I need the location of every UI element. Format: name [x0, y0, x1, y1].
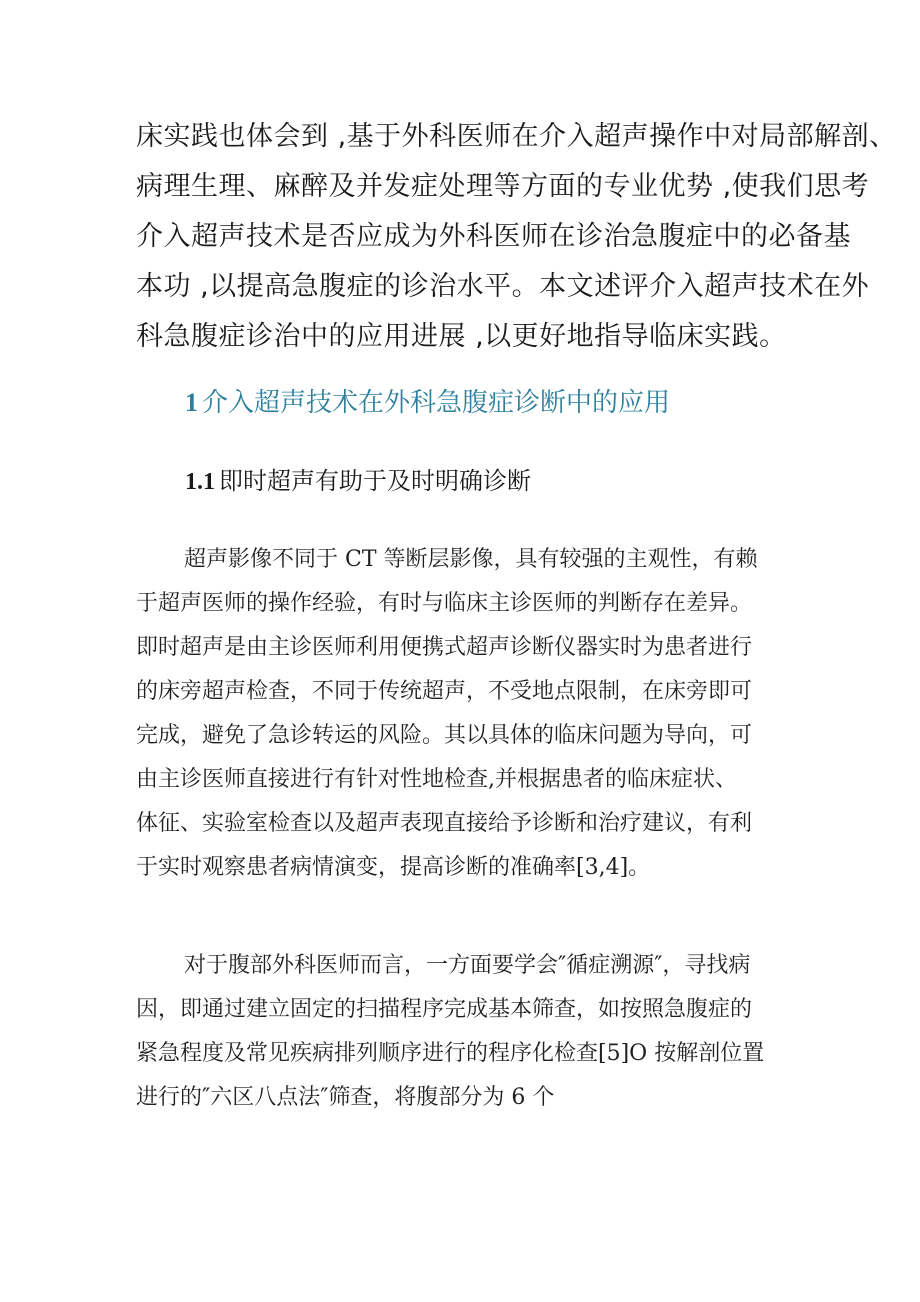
- text-line: 完成，避免了急诊转运的风险。其以具体的临床问题为导向，可: [136, 723, 753, 748]
- text-line: 超声影像不同于 CT 等断层影像，具有较强的主观性，有赖: [184, 547, 758, 572]
- subsection-number: 1.1: [185, 469, 215, 495]
- text-line: 于实时观察患者病情演变，提高诊断的准确率[3,4]。: [136, 855, 651, 880]
- section-title: 介入超声技术在外科急腹症诊断中的应用: [202, 388, 671, 418]
- text-line: 的床旁超声检查，不同于传统超声，不受地点限制，在床旁即可: [136, 679, 753, 704]
- text-line: 对于腹部外科医师而言，一方面要学会″循症溯源″，寻找病: [184, 953, 751, 978]
- text-line: 本功 ,以提高急腹症的诊治水平。本文述评介入超声技术在外: [136, 271, 870, 302]
- text-line: 即时超声是由主诊医师利用便携式超声诊断仪器实时为患者进行: [136, 635, 753, 660]
- text-line: 病理生理、麻醉及并发症处理等方面的专业优势 ,使我们思考: [136, 171, 870, 202]
- section-number: 1: [185, 388, 198, 417]
- text-line: 因，即通过建立固定的扫描程序完成基本筛查，如按照急腹症的: [136, 997, 753, 1022]
- text-line: 由主诊医师直接进行有针对性地检查,并根据患者的临床症状、: [136, 767, 737, 792]
- text-line: 体征、实验室检查以及超声表现直接给予诊断和治疗建议，有利: [136, 811, 753, 836]
- text-line: 科急腹症诊治中的应用进展 ,以更好地指导临床实践。: [136, 321, 787, 352]
- text-line: 介入超声技术是否应成为外科医师在诊治急腹症中的必备基: [136, 221, 851, 252]
- text-line: 床实践也体会到 ,基于外科医师在介入超声操作中对局部解剖、: [136, 121, 897, 152]
- subsection-heading: [185, 461, 531, 502]
- text-line: 进行的″六区八点法″筛查，将腹部分为 6 个: [136, 1085, 555, 1110]
- subsection-title: 即时超声有助于及时明确诊断: [219, 467, 531, 495]
- text-line: 紧急程度及常见疾病排列顺序进行的程序化检查[5]O 按解剖位置: [136, 1041, 765, 1066]
- intro-paragraph: [136, 112, 897, 362]
- body-paragraph-1: [136, 538, 816, 890]
- text-line: 于超声医师的操作经验，有时与临床主诊医师的判断存在差异。: [136, 591, 753, 616]
- section-heading: [185, 383, 670, 423]
- body-paragraph-2: [136, 944, 816, 1120]
